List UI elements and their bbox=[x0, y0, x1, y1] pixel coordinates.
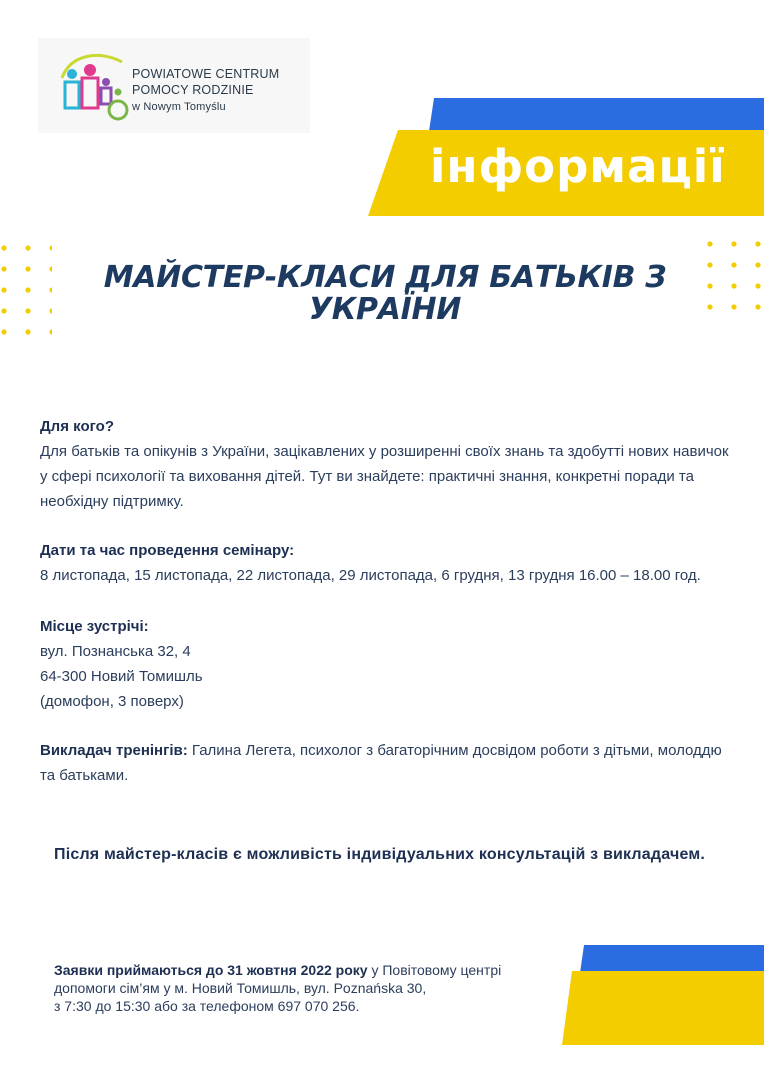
consultation-note: Після майстер-класів є можливість індивідуальних консультацій з викладачем. bbox=[54, 846, 706, 863]
trainer-text: Галина Легета, психолог з багаторічним досвідом роботи з дітьми, молоддю та батьками. bbox=[40, 742, 722, 784]
place-label: Місце зустрічі: bbox=[40, 618, 149, 635]
dates-label: Дати та час проведення семінару: bbox=[40, 542, 295, 559]
place-address-city: 64-300 Новий Томишль bbox=[40, 668, 203, 685]
footer-blue-band bbox=[580, 945, 764, 973]
trainer-label: Викладач тренінгів: bbox=[40, 742, 188, 759]
place-section bbox=[40, 614, 740, 714]
footer-banner-shape bbox=[562, 945, 764, 1045]
dot-grid-left bbox=[0, 244, 52, 336]
family-logo-icon bbox=[56, 48, 130, 124]
logo-line-3: w Nowym Tomyślu bbox=[132, 101, 226, 113]
audience-text: Для батьків та опікунів з України, зацікавлених у розширенні своїх знань та здобутті нових навичок у сфері психології та виховання дітей. Тут ви знайдете: практичні знання, конкретні поради та необхідну підтримку. bbox=[40, 443, 729, 510]
audience-label: Для кого? bbox=[40, 418, 114, 435]
audience-section bbox=[40, 414, 740, 514]
trainer-section bbox=[40, 738, 740, 788]
footer-text bbox=[54, 961, 574, 1015]
dates-text: 8 листопада, 15 листопада, 22 листопада, 29 листопада, 6 грудня, 13 грудня 16.00 – 18.00 год. bbox=[40, 567, 701, 584]
banner-title: інформації bbox=[430, 140, 726, 193]
logo-line-2: POMOCY RODZINIE bbox=[132, 83, 254, 97]
place-address-street: вул. Познанська 32, 4 bbox=[40, 643, 191, 660]
footer-line-1-rest: у Повітовому центрі bbox=[367, 962, 502, 978]
footer-deadline: Заявки приймаються до 31 жовтня 2022 року bbox=[54, 962, 368, 978]
footer-yellow-band bbox=[562, 971, 764, 1045]
place-address-note: (домофон, 3 поверх) bbox=[40, 693, 184, 710]
footer-line-2: допомоги сім’ям у м. Новий Томишль, вул. Poznańska 30, bbox=[54, 980, 427, 996]
page-title: МАЙСТЕР-КЛАСИ ДЛЯ БАТЬКІВ З УКРАЇНИ bbox=[103, 260, 667, 327]
footer-line-3: з 7:30 до 15:30 або за телефоном 697 070 256. bbox=[54, 998, 360, 1014]
dot-grid-right bbox=[706, 240, 762, 332]
logo bbox=[38, 38, 310, 133]
dates-section bbox=[40, 538, 740, 588]
logo-line-1: POWIATOWE CENTRUM bbox=[132, 67, 280, 81]
logo-text bbox=[132, 66, 279, 115]
